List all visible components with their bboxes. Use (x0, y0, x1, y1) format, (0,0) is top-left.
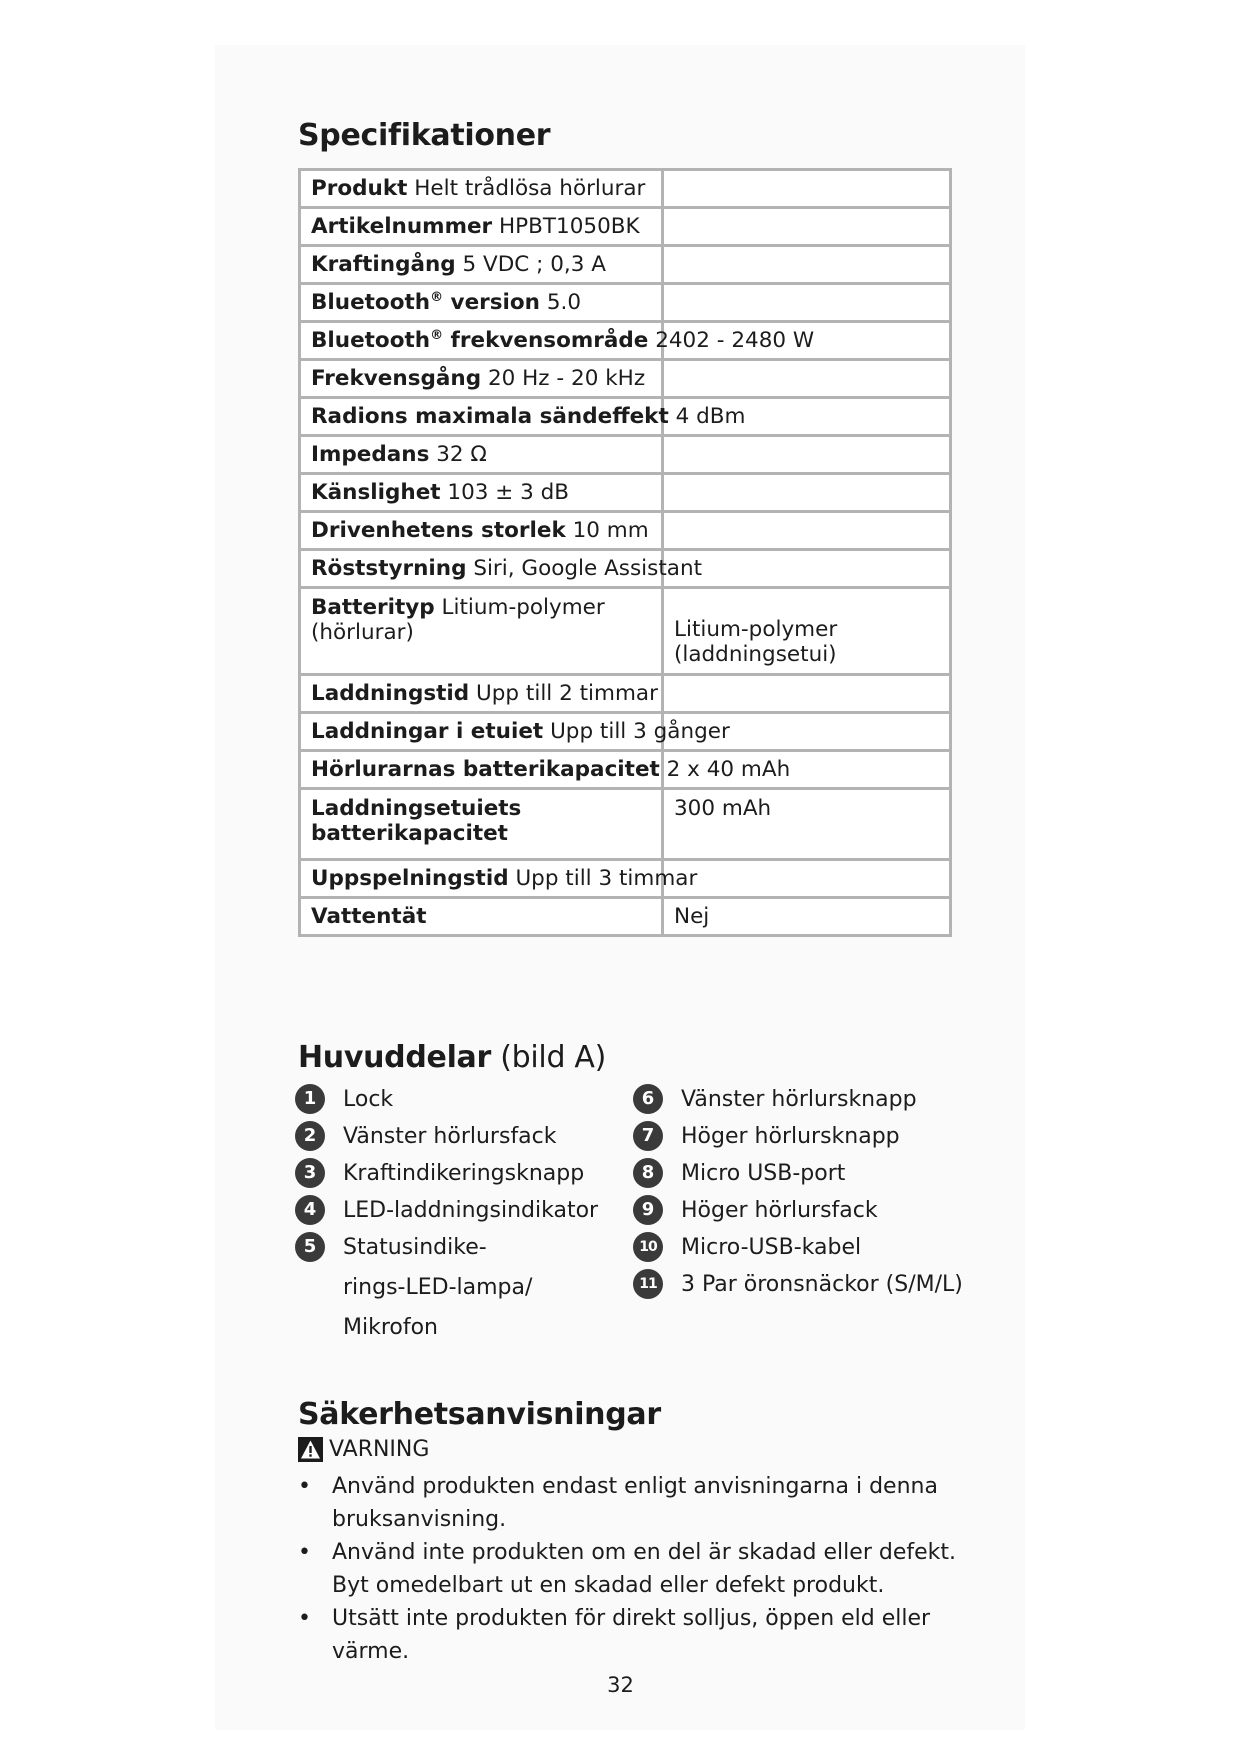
spec-cell (300, 474, 663, 512)
spec-cell-right (663, 860, 951, 898)
main-parts-heading-suffix: (bild A) (491, 1040, 607, 1075)
spec-value-secondary: 300 mAh (674, 796, 772, 821)
number-badge: 11 (633, 1269, 663, 1299)
list-item (295, 1157, 625, 1194)
spec-label: Batterityp (311, 595, 435, 620)
spec-cell (300, 360, 663, 398)
part-label: Kraftindikeringsknapp (343, 1161, 585, 1186)
table-row (300, 398, 951, 436)
spec-cell-right (663, 898, 951, 936)
part-label: Micro-USB-kabel (681, 1235, 862, 1260)
spec-cell-right (663, 474, 951, 512)
spec-cell (300, 789, 663, 860)
table-row (300, 751, 951, 789)
spec-cell-right (663, 208, 951, 246)
list-item: • Använd inte produkten om en del är skadad eller defekt. Byt omedelbart ut en skadad eller defekt produkt. (298, 1536, 968, 1602)
spec-cell (300, 436, 663, 474)
parts-list-right (633, 1083, 993, 1305)
spec-value: 103 ± 3 dB (447, 480, 570, 505)
spec-cell-right (663, 550, 951, 588)
number-badge: 7 (633, 1121, 663, 1151)
number-badge: 6 (633, 1084, 663, 1114)
spec-value: Upp till 3 timmar (515, 866, 698, 891)
part-label: Höger hörlursfack (681, 1198, 878, 1223)
spec-value: Helt trådlösa hörlurar (414, 176, 646, 201)
table-row (300, 675, 951, 713)
spec-label: Frekvensgång (311, 366, 482, 391)
spec-label: Radions maximala sändeffekt (311, 404, 669, 429)
spec-value: 4 dBm (675, 404, 746, 429)
spec-cell (300, 284, 663, 322)
part-label: Micro USB-port (681, 1161, 846, 1186)
spec-cell (300, 208, 663, 246)
list-item: • Använd produkten endast enligt anvisningarna i denna bruksanvisning. (298, 1470, 968, 1536)
spec-label: Impedans (311, 442, 430, 467)
spec-cell (300, 713, 730, 751)
list-item (633, 1120, 993, 1157)
spec-label: Röststyrning (311, 556, 467, 581)
main-parts-heading (298, 1040, 606, 1075)
spec-cell-right (663, 360, 951, 398)
spec-cell (300, 898, 663, 936)
safety-heading: Säkerhetsanvisningar (298, 1397, 661, 1432)
spec-cell-right (663, 246, 951, 284)
warning-text: VARNING (329, 1437, 430, 1462)
spec-cell-right (663, 284, 951, 322)
part-label: 3 Par öronsnäckor (S/M/L) (681, 1272, 963, 1297)
spec-value: 10 mm (572, 518, 649, 543)
warning-label (298, 1437, 429, 1462)
table-row (300, 550, 951, 588)
spec-label: Artikelnummer (311, 214, 493, 239)
spec-cell-right (663, 675, 951, 713)
table-row (300, 898, 951, 936)
spec-label-text: Bluetooth (311, 290, 431, 316)
spec-value: 5 VDC ; 0,3 A (462, 252, 606, 277)
table-row (300, 208, 951, 246)
spec-value: 32 Ω (436, 442, 487, 467)
spec-value: Upp till 3 gånger (550, 719, 730, 744)
registered-mark: ® (430, 289, 444, 305)
parts-list-left (295, 1083, 625, 1348)
table-row (300, 436, 951, 474)
part-label: Vänster hörlursfack (343, 1124, 557, 1149)
spec-label: Vattentät (311, 904, 427, 929)
spec-value: 5.0 (546, 290, 582, 316)
list-item (295, 1083, 625, 1120)
spec-label: Kraftingång (311, 252, 456, 277)
spec-value: Upp till 2 timmar (476, 681, 658, 706)
safety-bullet-list (298, 1470, 968, 1668)
table-row (300, 588, 951, 675)
list-item (295, 1194, 625, 1231)
spec-label-text: version (443, 290, 540, 316)
spec-value: Siri, Google Assistant (473, 556, 703, 581)
table-row (300, 512, 951, 550)
spec-value: 20 Hz - 20 kHz (487, 366, 646, 391)
spec-label: Drivenhetens storlek (311, 518, 566, 543)
list-item (295, 1120, 625, 1157)
table-row (300, 860, 951, 898)
spec-value-secondary: Litium-polymer (laddningsetui) (674, 617, 838, 667)
spec-label: Produkt (311, 176, 408, 201)
table-row (300, 713, 951, 751)
spec-value: HPBT1050BK (499, 214, 640, 239)
spec-cell-right (663, 588, 951, 675)
list-item: • Utsätt inte produkten för direkt solljus, öppen eld eller värme. (298, 1602, 968, 1668)
spec-cell (300, 398, 746, 436)
spec-cell (300, 860, 698, 898)
table-row (300, 322, 951, 360)
spec-label: Uppspelningstid (311, 866, 509, 891)
spec-label (311, 290, 540, 315)
spec-label-text: Bluetooth (311, 328, 431, 354)
registered-mark: ® (430, 327, 444, 343)
spec-cell-right (663, 170, 951, 208)
number-badge: 10 (633, 1232, 663, 1262)
spec-cell-right (663, 512, 951, 550)
spec-cell (300, 675, 663, 713)
part-label: Höger hörlursknapp (681, 1124, 900, 1149)
table-row (300, 789, 951, 860)
number-badge: 8 (633, 1158, 663, 1188)
spec-cell (300, 751, 791, 789)
number-badge: 1 (295, 1084, 325, 1114)
list-item (633, 1268, 993, 1305)
specifications-table (298, 168, 952, 937)
part-label: Lock (343, 1087, 394, 1112)
number-badge: 3 (295, 1158, 325, 1188)
number-badge: 2 (295, 1121, 325, 1151)
spec-cell-right (663, 436, 951, 474)
number-badge: 4 (295, 1195, 325, 1225)
spec-cell (300, 588, 663, 675)
list-item (633, 1083, 993, 1120)
warning-triangle-icon (298, 1437, 323, 1462)
spec-label: Hörlurarnas batterikapacitet (311, 757, 660, 782)
spec-cell (300, 170, 663, 208)
table-row (300, 246, 951, 284)
spec-cell (300, 512, 663, 550)
spec-label: Laddningar i etuiet (311, 719, 544, 744)
spec-value: Litium-polymer (hörlurar) (311, 595, 605, 645)
spec-label: Känslighet (311, 480, 441, 505)
main-parts-heading-text: Huvuddelar (298, 1040, 491, 1075)
number-badge: 5 (295, 1232, 325, 1262)
spec-cell-right (663, 789, 951, 860)
part-label: Statusindike- rings-LED-lampa/ Mikrofon (343, 1235, 533, 1340)
number-badge: 9 (633, 1195, 663, 1225)
list-item (633, 1231, 993, 1268)
spec-label: Laddningsetuiets batterikapacitet (311, 796, 522, 846)
table-row (300, 170, 951, 208)
page-number: 32 (607, 1673, 634, 1697)
spec-cell (300, 322, 815, 360)
part-label: Vänster hörlursknapp (681, 1087, 917, 1112)
spec-value: 2402 - 2480 W (655, 328, 815, 354)
spec-label (311, 328, 648, 353)
list-item (295, 1228, 625, 1348)
table-row (300, 360, 951, 398)
spec-cell (300, 246, 663, 284)
list-item (633, 1157, 993, 1194)
specifications-heading: Specifikationer (298, 118, 551, 153)
spec-label-text: frekvensområde (443, 328, 649, 354)
spec-cell (300, 550, 703, 588)
part-label: LED-laddningsindikator (343, 1198, 599, 1223)
table-row (300, 284, 951, 322)
list-item (633, 1194, 993, 1231)
table-row (300, 474, 951, 512)
spec-value: 2 x 40 mAh (666, 757, 791, 782)
spec-value-secondary: Nej (674, 904, 710, 929)
spec-label: Laddningstid (311, 681, 470, 706)
